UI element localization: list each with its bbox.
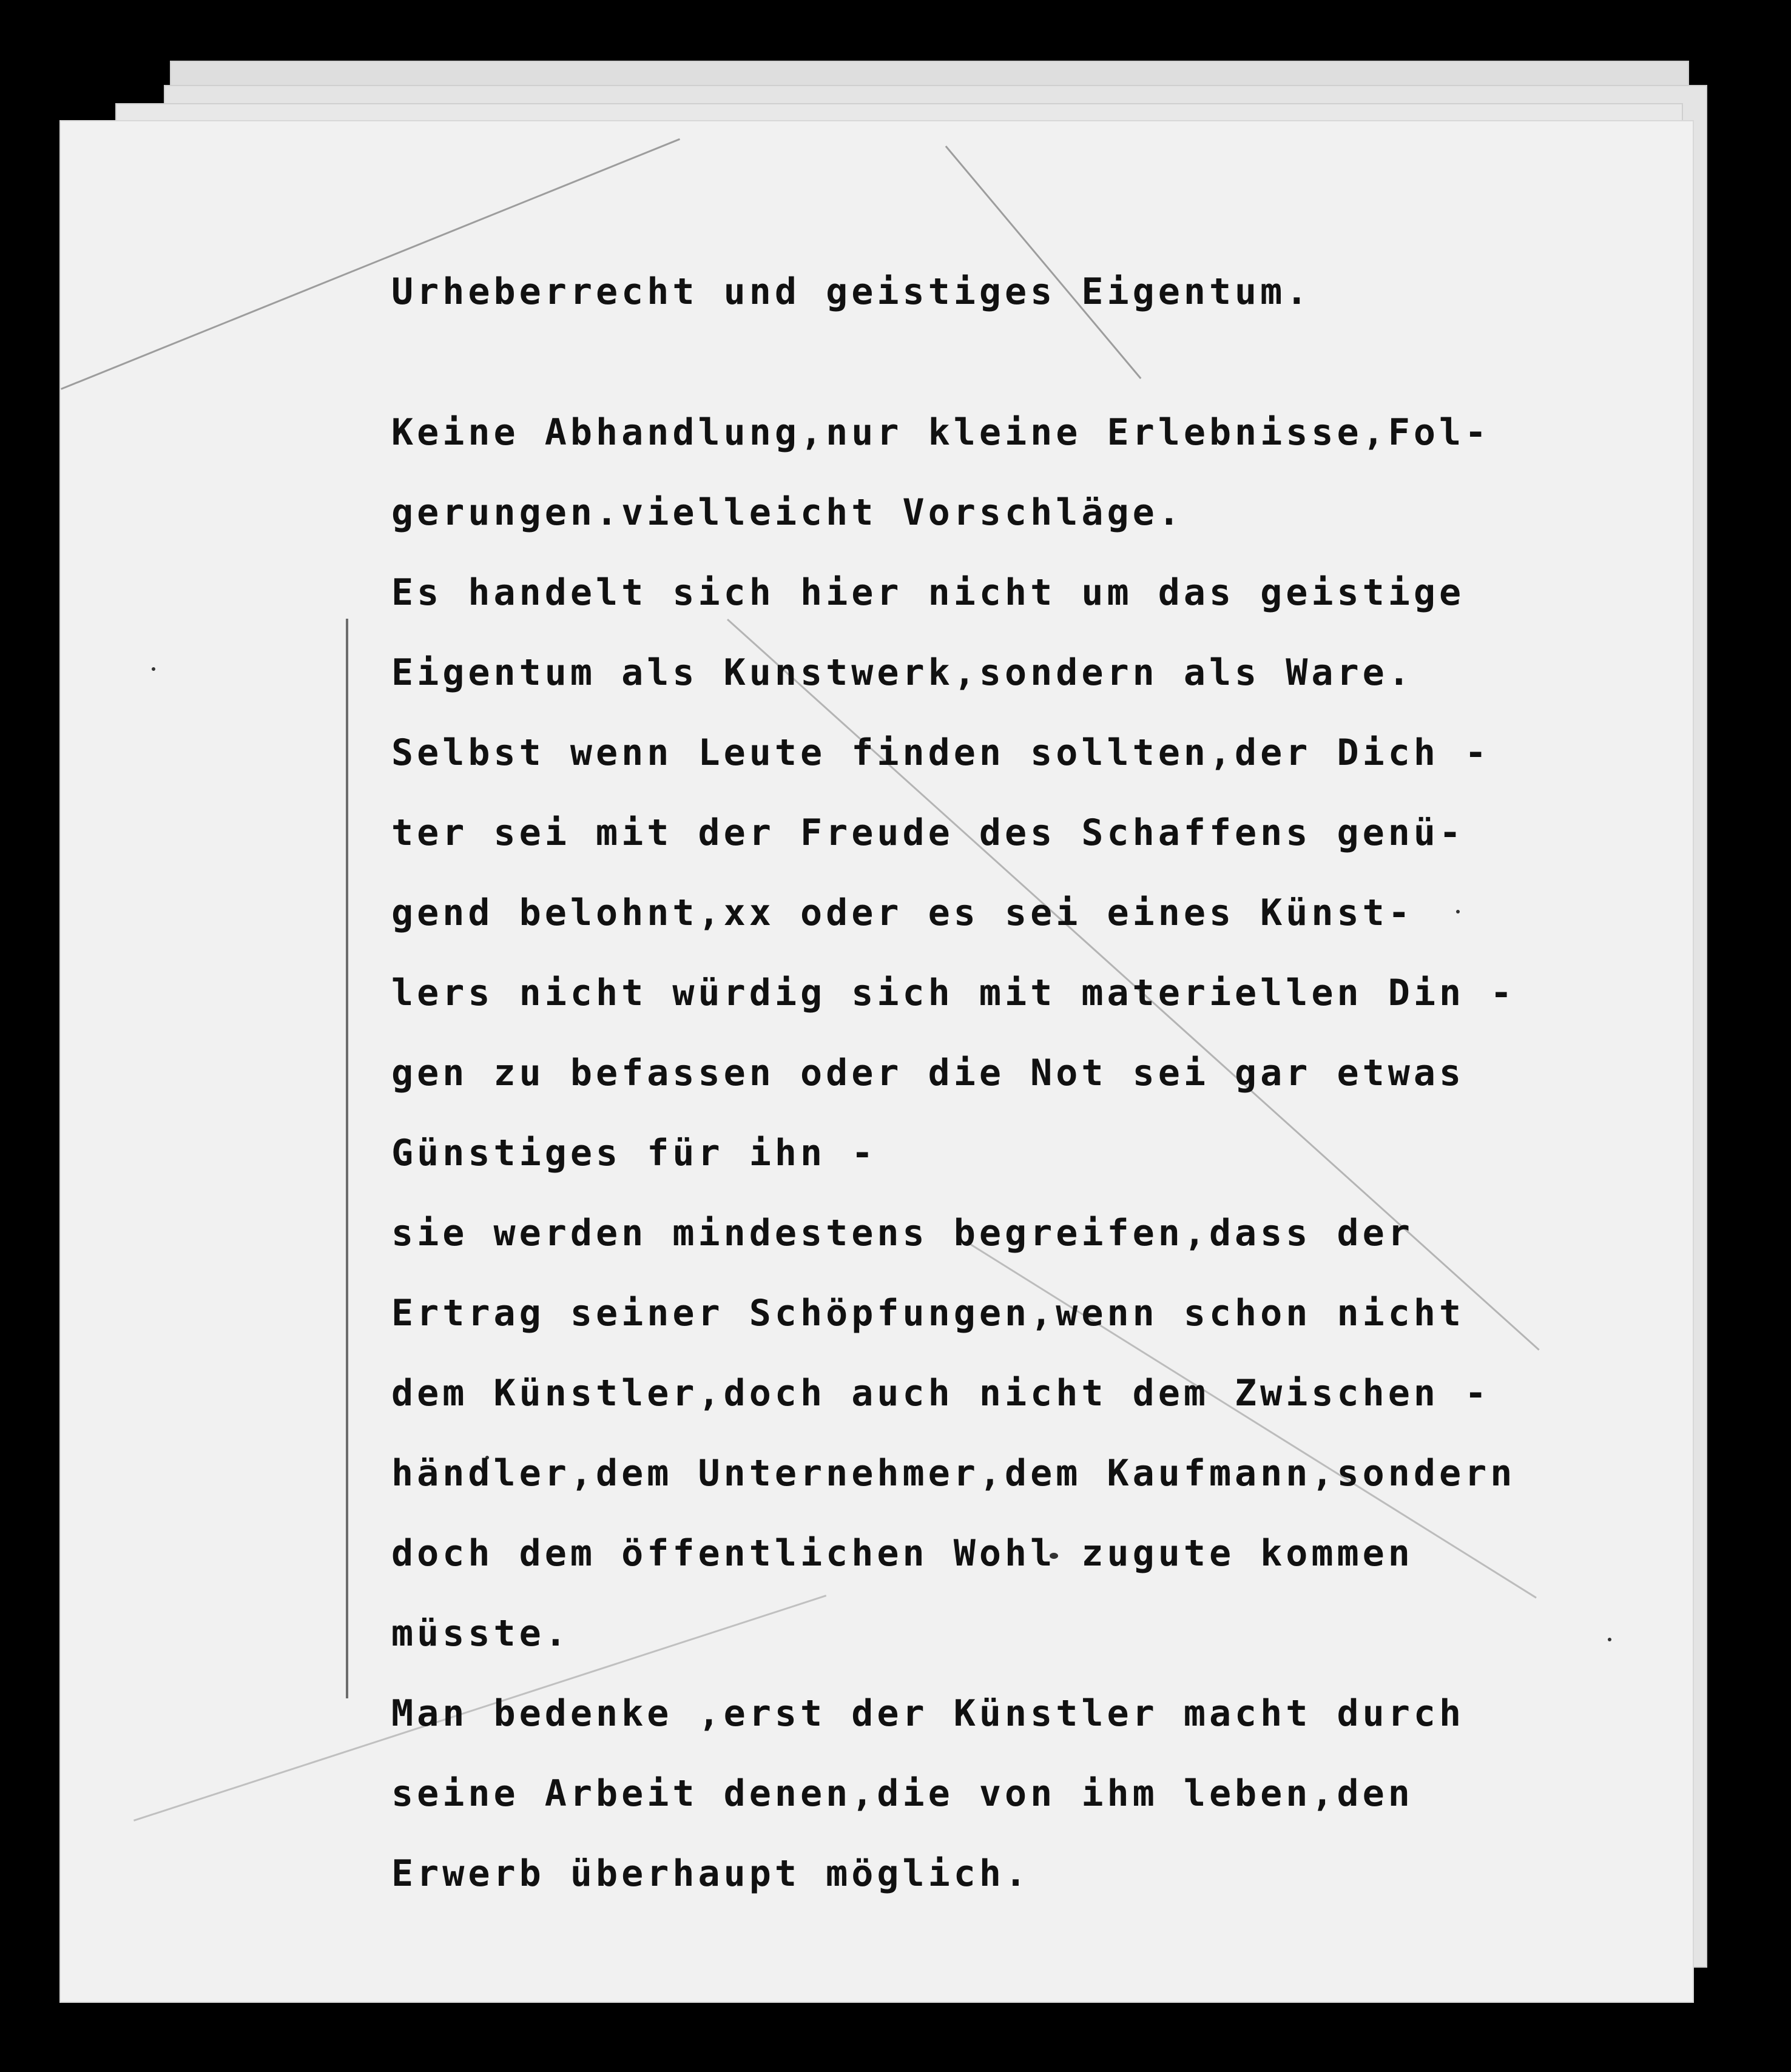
typed-text-block	[391, 252, 1605, 1914]
dust-speck	[1608, 1638, 1611, 1641]
text-line: händler,dem Unternehmer,dem Kaufmann,sondern	[391, 1452, 1516, 1495]
text-line: dem Künstler,doch auch nicht dem Zwischen -	[391, 1372, 1491, 1414]
text-line: Keine Abhandlung,nur kleine Erlebnisse,Fol-	[391, 411, 1491, 454]
text-line: Eigentum als Kunstwerk,sondern als Ware.	[391, 651, 1414, 694]
text-line: Selbst wenn Leute finden sollten,der Dich -	[391, 732, 1491, 774]
text-line: Ertrag seiner Schöpfungen,wenn schon nicht	[391, 1292, 1465, 1334]
text-line: ter sei mit der Freude des Schaffens genü-	[391, 812, 1465, 854]
text-line: doch dem öffentlichen Wohl zugute kommen	[391, 1532, 1414, 1575]
text-line: gerungen.vielleicht Vorschläge.	[391, 491, 1184, 534]
text-line: gend belohnt,xx oder es sei eines Künst-	[391, 892, 1414, 934]
text-line: Günstiges für ihn -	[391, 1132, 877, 1174]
text-line: lers nicht würdig sich mit materiellen Din -	[391, 972, 1516, 1014]
text-line: gen zu befassen oder die Not sei gar etwas	[391, 1052, 1465, 1094]
document-title: Urheberrecht und geistiges Eigentum.	[391, 271, 1312, 313]
margin-pencil-line	[346, 619, 348, 1698]
text-line: Es handelt sich hier nicht um das geistige	[391, 571, 1465, 614]
text-line: sie werden mindestens begreifen,dass der	[391, 1212, 1414, 1254]
text-line: Erwerb überhaupt möglich.	[391, 1852, 1031, 1895]
dust-speck	[152, 667, 155, 671]
text-line: müsste.	[391, 1612, 570, 1655]
text-line: seine Arbeit denen,die von ihm leben,den	[391, 1772, 1414, 1815]
text-line: Man bedenke ,erst der Künstler macht durch	[391, 1692, 1465, 1735]
